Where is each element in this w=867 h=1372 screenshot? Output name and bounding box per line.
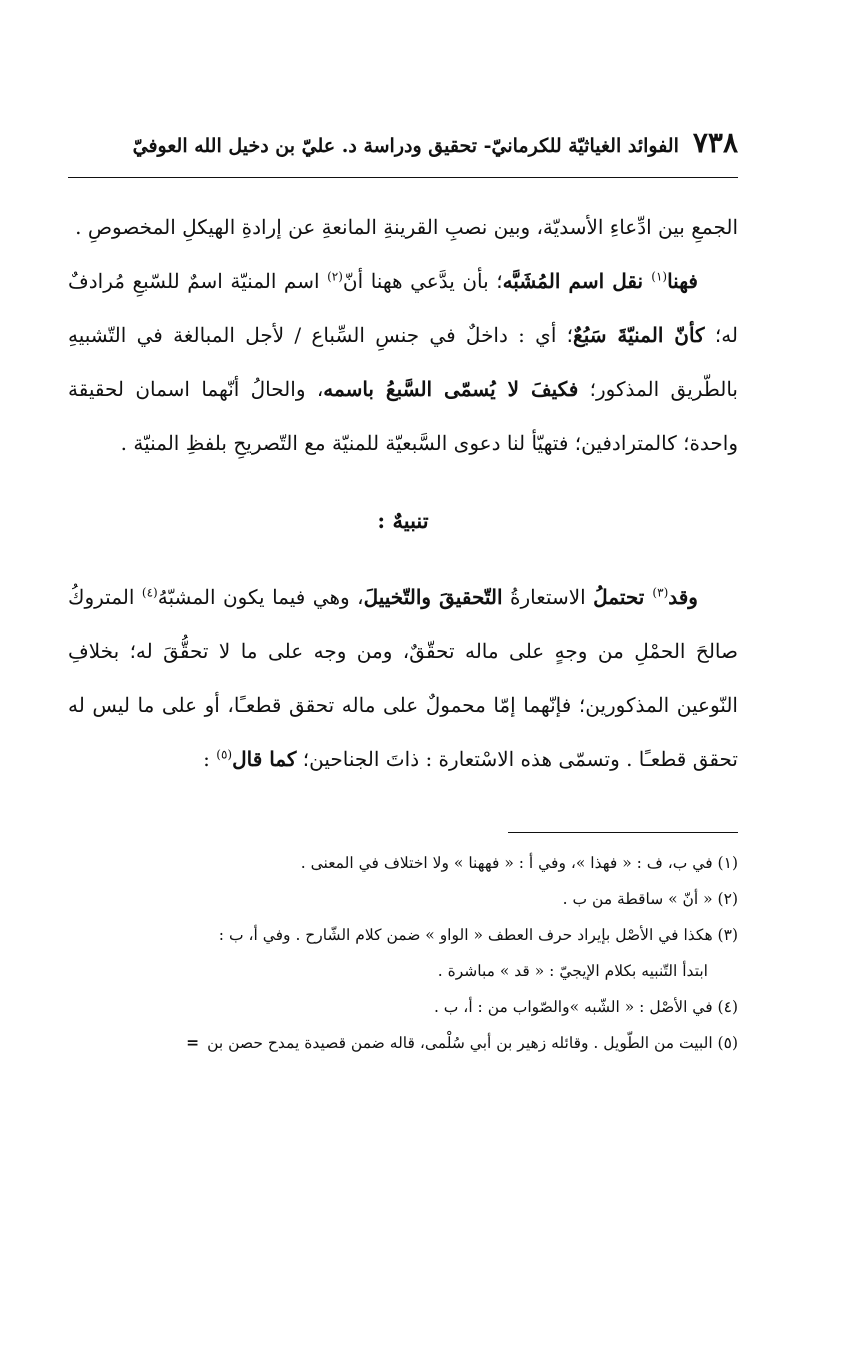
- continuation-mark: =: [186, 1033, 200, 1052]
- p3-bold-1: تحتملُ: [593, 585, 653, 609]
- footnote-3: (٣) هكذا في الأصْل بإيراد حرف العطف « الواو » ضمن كلام الشّارح . وفي أ، ب :: [218, 926, 738, 944]
- footnote-ref-3[interactable]: (٣): [652, 585, 669, 600]
- p3-bold-3: كما قال: [232, 747, 297, 771]
- p3-text-3: المتروكُ صالحَ الحمْلِ من وجهٍ على ماله تحقّقٌ، ومن وجه على ما لا تحقُّقَ له؛ بخلافِ النّوعين المذكورين؛ فإنّهما إمّا محمولٌ على ماله تحقق قطعـًا، أو على ما ليس له تحقق قطعـًا . وتسمّى هذه الاسْتعارة : ذاتَ الجناحين؛: [68, 585, 738, 771]
- p2-bold-2: كأنّ المنيّةَ سَبُعٌ: [573, 323, 705, 347]
- p2-text-3: ؛ أي : داخلٌ في جنسِ السِّباع / لأجل المبالغة في التّشبيهِ بالطّريق المذكور؛: [68, 323, 738, 401]
- paragraph-3: [68, 570, 738, 786]
- p3-lead: وقد: [668, 585, 698, 609]
- footnote-2: (٢) « أنّ » ساقطة من ب .: [562, 890, 738, 908]
- header-rule: [68, 177, 738, 178]
- footnote-4: (٤) في الأصْل : « الشّبه »والصّواب من : أ، ب .: [433, 998, 738, 1016]
- page-number: ٧٣٨: [692, 128, 738, 159]
- p2-lead: فهنا: [667, 269, 698, 293]
- p3-text-4: :: [203, 747, 217, 771]
- p3-bold-2: التّحقيقَ والتّخييلَ: [363, 585, 503, 609]
- p2-text-4: ، والحالُ أنّهما اسمان لحقيقة واحدة؛ كالمترادفين؛ فتهيّأ لنا دعوى السَّبعيّة للمنيّة مع التّصريحِ بلفظِ المنيّة .: [68, 377, 738, 455]
- book-page: [68, 128, 738, 1061]
- running-header: [68, 128, 738, 170]
- footnote-5-text: (٥) البيت من الطّويل . وقائله زهير بن أبي سُلْمى، قاله ضمن قصيدة يمدح حصن بن: [207, 1034, 738, 1052]
- footnote-3-continued: ابتدأ التّنبيه بكلام الإيجيّ : « قد » مباشرة .: [437, 962, 708, 980]
- p2-bold-1: نقل اسم المُشَبَّه: [502, 269, 652, 293]
- main-text: [68, 200, 738, 786]
- footnote-ref-2[interactable]: (٢): [327, 269, 343, 284]
- p3-text-2: ، وهي فيما يكون المشبّهُ: [157, 585, 364, 609]
- footnote-ref-4[interactable]: (٤): [141, 585, 158, 600]
- p2-bold-3: فكيفَ لا يُسمّى السَّبعُ باسمه: [323, 377, 579, 401]
- footnote-ref-1[interactable]: (١): [651, 269, 668, 284]
- footnote-ref-5[interactable]: (٥): [216, 747, 233, 762]
- book-title: الفوائد الغياثيّة للكرمانيّ- تحقيق ودراسة د. عليّ بن دخيل الله العوفيّ: [132, 135, 679, 157]
- p2-text-1: ؛ بأن يدَّعي ههنا أنّ: [342, 269, 503, 293]
- paragraph-2: [68, 254, 738, 470]
- p3-text-1: الاستعارةُ: [502, 585, 594, 609]
- footnote-5: [68, 1025, 738, 1061]
- paragraph-1: الجمعِ بين ادِّعاءِ الأسديّة، وبين نصبِ القرينةِ المانعةِ عن إرادةِ الهيكلِ المخصوصِ .: [75, 215, 738, 239]
- footnotes-rule: [508, 832, 738, 833]
- footnotes: [68, 845, 738, 1061]
- section-heading: تنبيهٌ :: [377, 508, 429, 533]
- footnote-1: (١) في ب، ف : « فهذا »، وفي أ : « فههنا » ولا اختلاف في المعنى .: [300, 854, 738, 872]
- p2-text-2: اسم المنيّة اسمٌ للسّبعِ مُرادفٌ له؛: [68, 269, 739, 347]
